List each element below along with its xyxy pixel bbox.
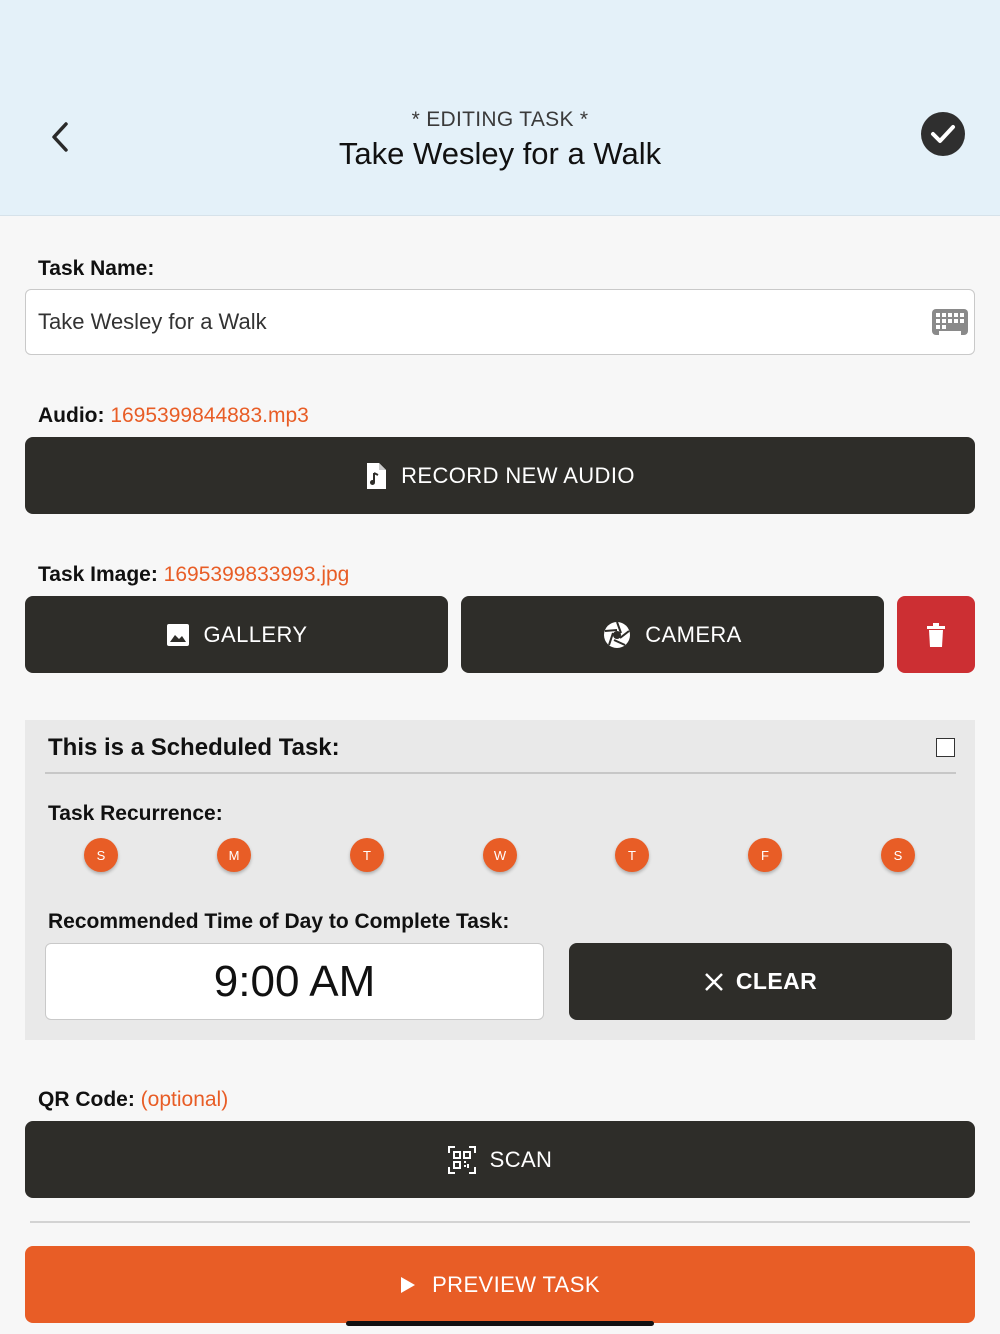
day-wednesday[interactable]: W	[483, 838, 517, 872]
editing-subtitle: * EDITING TASK *	[411, 108, 589, 131]
header-bar	[0, 0, 1000, 216]
trash-icon	[926, 623, 946, 647]
camera-aperture-icon	[603, 621, 631, 649]
task-recurrence-label: Task Recurrence:	[48, 802, 223, 825]
day-tuesday[interactable]: T	[350, 838, 384, 872]
day-monday[interactable]: M	[217, 838, 251, 872]
day-saturday[interactable]: S	[881, 838, 915, 872]
check-icon	[930, 123, 956, 145]
task-name-input[interactable]	[25, 289, 975, 355]
audio-file-icon	[365, 462, 387, 490]
record-new-audio-label: RECORD NEW AUDIO	[401, 462, 635, 488]
gallery-label: GALLERY	[203, 621, 308, 647]
time-picker-field[interactable]: 9:00 AM	[45, 943, 544, 1020]
day-sunday[interactable]: S	[84, 838, 118, 872]
scheduled-task-panel	[25, 720, 975, 1040]
save-done-button[interactable]	[921, 112, 965, 156]
preview-task-label: PREVIEW TASK	[432, 1271, 600, 1297]
scheduled-task-title: This is a Scheduled Task:	[48, 734, 340, 761]
qr-scan-icon	[448, 1146, 476, 1174]
delete-image-button[interactable]	[897, 596, 975, 673]
gallery-button[interactable]	[25, 596, 448, 673]
page-title: Take Wesley for a Walk	[338, 136, 662, 171]
audio-label-text: Audio:	[38, 404, 105, 427]
scheduled-task-checkbox[interactable]	[936, 738, 955, 757]
audio-label	[38, 404, 309, 428]
audio-filename: 1695399844883.mp3	[110, 404, 309, 427]
scan-label: SCAN	[489, 1146, 553, 1172]
day-friday[interactable]: F	[748, 838, 782, 872]
keyboard-icon[interactable]	[932, 309, 968, 335]
task-name-value: Take Wesley for a Walk	[38, 309, 267, 334]
image-icon	[166, 623, 190, 647]
divider	[30, 1221, 970, 1223]
task-image-filename: 1695399833993.jpg	[163, 563, 350, 586]
task-image-label	[38, 563, 349, 587]
play-icon	[400, 1276, 416, 1294]
task-image-label-text: Task Image:	[38, 563, 158, 586]
record-new-audio-button[interactable]	[25, 437, 975, 514]
qr-code-label	[38, 1088, 228, 1112]
camera-button[interactable]	[461, 596, 884, 673]
close-icon	[704, 972, 724, 992]
scan-qr-button[interactable]	[25, 1121, 975, 1198]
clear-time-button[interactable]	[569, 943, 952, 1020]
day-thursday[interactable]: T	[615, 838, 649, 872]
task-name-label: Task Name:	[38, 257, 155, 280]
clear-label: CLEAR	[735, 968, 818, 994]
qr-optional-note: (optional)	[140, 1088, 229, 1111]
camera-label: CAMERA	[645, 621, 742, 647]
home-indicator	[346, 1321, 654, 1326]
qr-code-label-text: QR Code:	[38, 1088, 135, 1111]
preview-task-button[interactable]	[25, 1246, 975, 1323]
divider	[45, 772, 956, 774]
recommended-time-label: Recommended Time of Day to Complete Task:	[48, 910, 510, 933]
